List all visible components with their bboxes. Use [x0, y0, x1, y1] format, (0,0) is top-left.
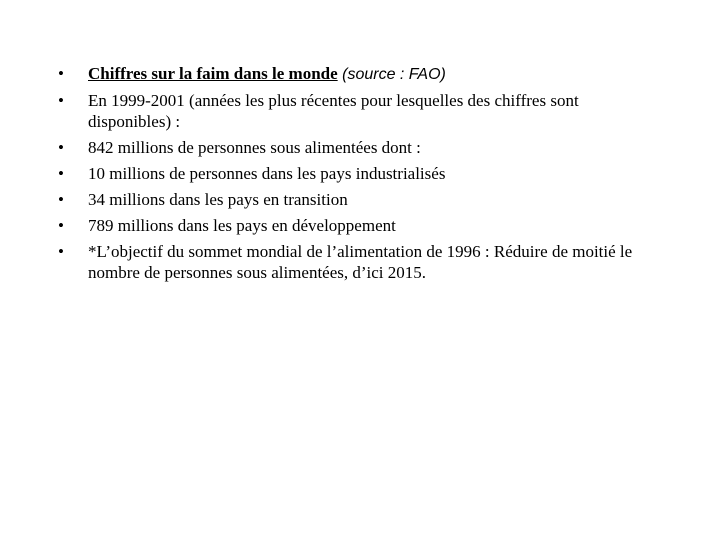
list-item	[58, 215, 658, 236]
list-item	[58, 163, 658, 184]
list-item	[58, 241, 658, 283]
bullet-icon: •	[58, 190, 64, 209]
bullet-icon: •	[58, 242, 64, 261]
list-item	[58, 137, 658, 158]
list-item-text: 10 millions de personnes dans les pays industrialisés	[88, 164, 446, 183]
bullet-list	[58, 63, 658, 288]
bullet-icon: •	[58, 164, 64, 183]
list-item	[58, 189, 658, 210]
list-item-text: 34 millions dans les pays en transition	[88, 190, 348, 209]
list-item-text: *L’objectif du sommet mondial de l’alimentation de 1996 : Réduire de moitié le nombre de personnes sous alimentées, d’ici 2015.	[88, 242, 633, 282]
bullet-icon: •	[58, 216, 64, 235]
bullet-icon: •	[58, 64, 64, 83]
bullet-icon: •	[58, 138, 64, 157]
list-item-text: 789 millions dans les pays en développement	[88, 216, 396, 235]
list-item-text: 842 millions de personnes sous alimentées dont :	[88, 138, 421, 157]
source-text: (source : FAO)	[337, 66, 446, 83]
list-item-text: En 1999-2001 (années les plus récentes pour lesquelles des chiffres sont disponibles) :	[88, 91, 579, 131]
heading-text: Chiffres sur la faim dans le monde	[88, 64, 338, 83]
bullet-icon: •	[58, 91, 64, 110]
list-item	[58, 90, 658, 132]
list-item-heading	[58, 63, 658, 85]
